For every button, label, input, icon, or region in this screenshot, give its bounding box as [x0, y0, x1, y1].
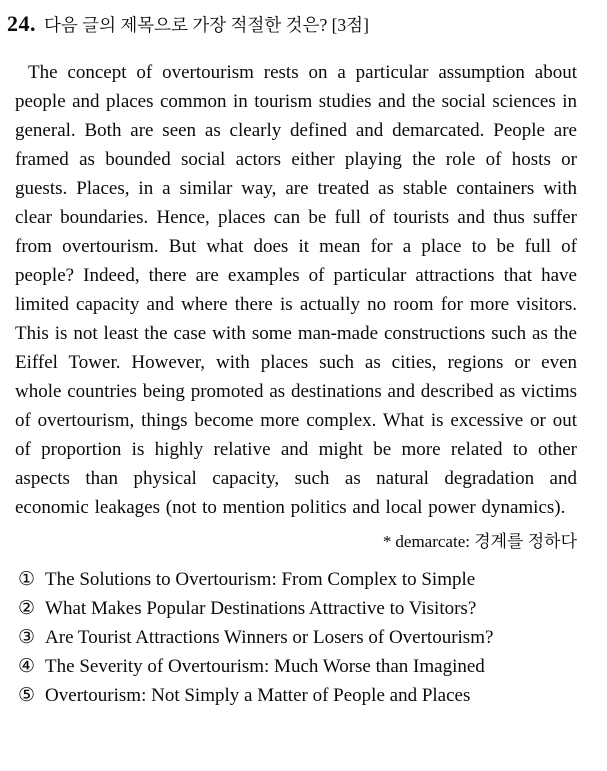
question-number: 24. — [7, 11, 36, 36]
choice-5 — [18, 681, 607, 710]
choice-1-label: The Solutions to Overtourism: From Complex to Simple — [45, 569, 476, 590]
footnote-text: demarcate: 경계를 정하다 — [395, 532, 577, 551]
choice-4-marker: ④ — [18, 656, 36, 677]
choice-4 — [18, 652, 607, 681]
question-header — [7, 11, 607, 37]
choice-3 — [18, 623, 607, 652]
choice-1-marker: ① — [18, 569, 36, 590]
choice-2-label: What Makes Popular Destinations Attractive to Visitors? — [45, 598, 477, 619]
choice-2-marker: ② — [18, 598, 36, 619]
footnote-asterisk: * — [382, 532, 392, 551]
choice-5-marker: ⑤ — [18, 685, 36, 706]
choice-3-label: Are Tourist Attractions Winners or Losers of Overtourism? — [45, 627, 494, 648]
choice-5-label: Overtourism: Not Simply a Matter of People and Places — [45, 685, 471, 706]
vocabulary-footnote — [0, 527, 577, 552]
answer-choices — [18, 565, 607, 710]
passage-text: The concept of overtourism rests on a particular assumption about people and places common in tourism studies and the social sciences in general. Both are seen as clearly defined and demarcated. People are framed as bounded social actors either playing the role of hosts or guests. Places, in a similar way, are treated as stable containers with clear boundaries. Hence, places can be full of tourists and thus suffer from overtourism. But what does it mean for a place to be full of people? Indeed, there are examples of particular attractions that have limited capacity and where there is actually no room for more visitors. This is not least the case with some man-made constructions such as the Eiffel Tower. However, with places such as cities, regions or even whole countries being promoted as destinations and described as victims of overtourism, things become more complex. What is excessive or out of proportion is highly relative and might be more related to other aspects than physical capacity, such as natural degradation and economic leakages (not to mention politics and local power dynamics). — [15, 62, 577, 518]
question-prompt: 다음 글의 제목으로 가장 적절한 것은? [3점] — [44, 15, 369, 35]
choice-3-marker: ③ — [18, 627, 36, 648]
choice-4-label: The Severity of Overtourism: Much Worse than Imagined — [45, 656, 485, 677]
choice-1 — [18, 565, 607, 594]
choice-2 — [18, 594, 607, 623]
